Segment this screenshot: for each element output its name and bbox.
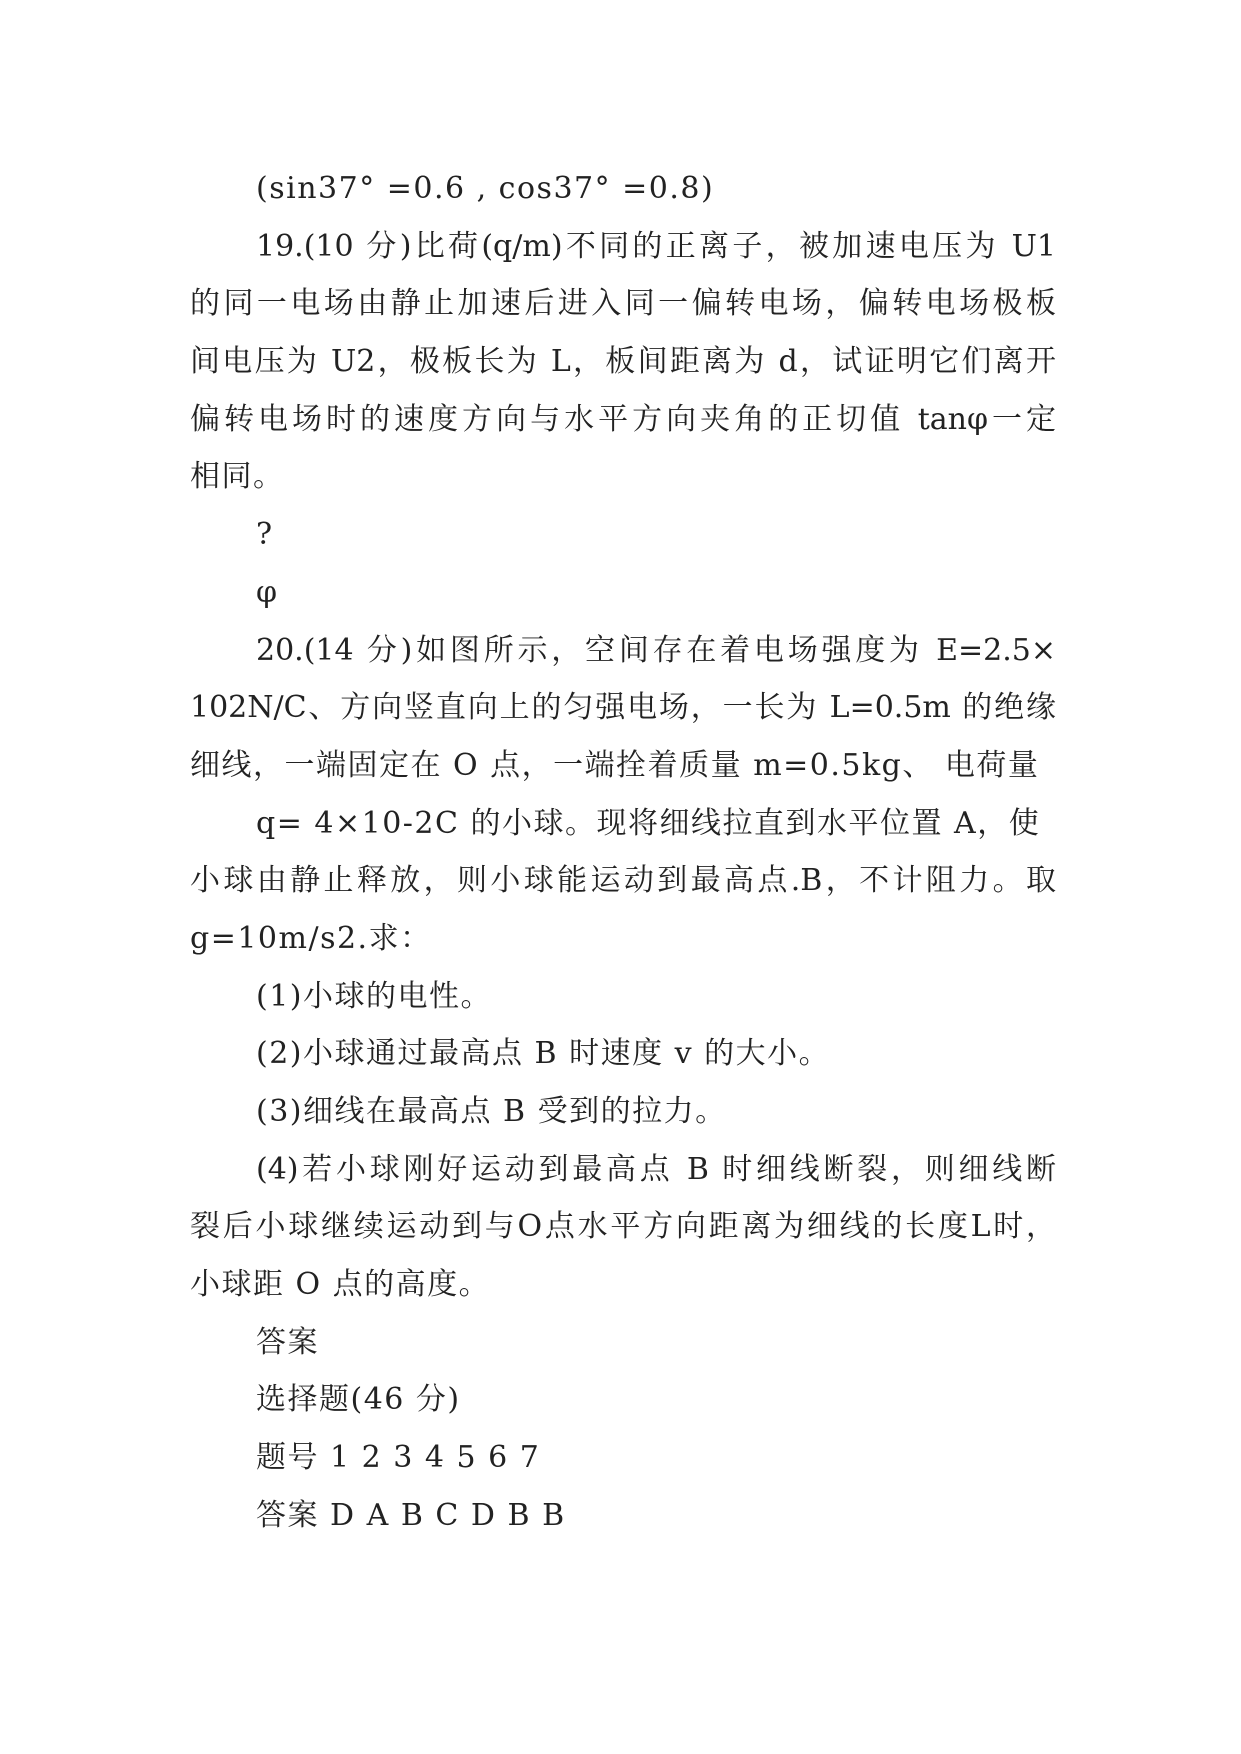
question-20-subpart: (1)小球的电性。 xyxy=(256,978,492,1014)
page-content xyxy=(190,160,1056,1545)
trig-note: (sin37° =0.6 , cos37° =0.8) xyxy=(256,171,715,206)
question-20-line: 小球由静止释放，则小球能运动到最高点.B，不计阻力。取 xyxy=(190,863,1056,899)
question-20-subpart: (4)若小球刚好运动到最高点 B 时细线断裂，则细线断 xyxy=(256,1151,1056,1187)
question-19-line: 间电压为 U2，极板长为 L，板间距离为 d，试证明它们离开 xyxy=(190,344,1056,380)
question-20-subpart: 小球距 O 点的高度。 xyxy=(190,1267,491,1303)
question-19-line: 偏转电场时的速度方向与水平方向夹角的正切值 tanφ一定 xyxy=(190,401,1056,437)
answer-heading: 答案 xyxy=(256,1324,319,1360)
question-20-line: 102N/C、方向竖直向上的匀强电场，一长为 L=0.5m 的绝缘 xyxy=(190,690,1056,726)
question-20-line: 细线，一端固定在 O 点，一端拴着质量 m=0.5kg、 电荷量 xyxy=(190,747,1040,783)
phi-symbol: φ xyxy=(256,574,279,610)
question-mark-placeholder: ? xyxy=(256,517,274,553)
question-19-line: 相同。 xyxy=(190,459,285,495)
question-20-subpart: 裂后小球继续运动到与O点水平方向距离为细线的长度L时， xyxy=(190,1209,1056,1245)
choice-section-heading: 选择题(46 分) xyxy=(256,1382,461,1418)
question-20-line: q= 4×10-2C 的小球。现将细线拉直到水平位置 A，使 xyxy=(256,805,1041,841)
question-20-line: 20.(14 分)如图所示，空间存在着电场强度为 E=2.5× xyxy=(256,632,1056,668)
question-20-line: g=10m/s2.求： xyxy=(190,920,432,956)
question-20-subpart: (2)小球通过最高点 B 时速度 v 的大小。 xyxy=(256,1036,831,1072)
answer-table-answers: 答案 D A B C D B B xyxy=(256,1497,566,1533)
question-19-line: 19.(10 分)比荷(q/m)不同的正离子，被加速电压为 U1 xyxy=(256,228,1056,264)
answer-table-numbers: 题号 1 2 3 4 5 6 7 xyxy=(256,1440,541,1476)
question-19-line: 的同一电场由静止加速后进入同一偏转电场，偏转电场极板 xyxy=(190,286,1056,322)
question-20-subpart: (3)细线在最高点 B 受到的拉力。 xyxy=(256,1094,727,1129)
